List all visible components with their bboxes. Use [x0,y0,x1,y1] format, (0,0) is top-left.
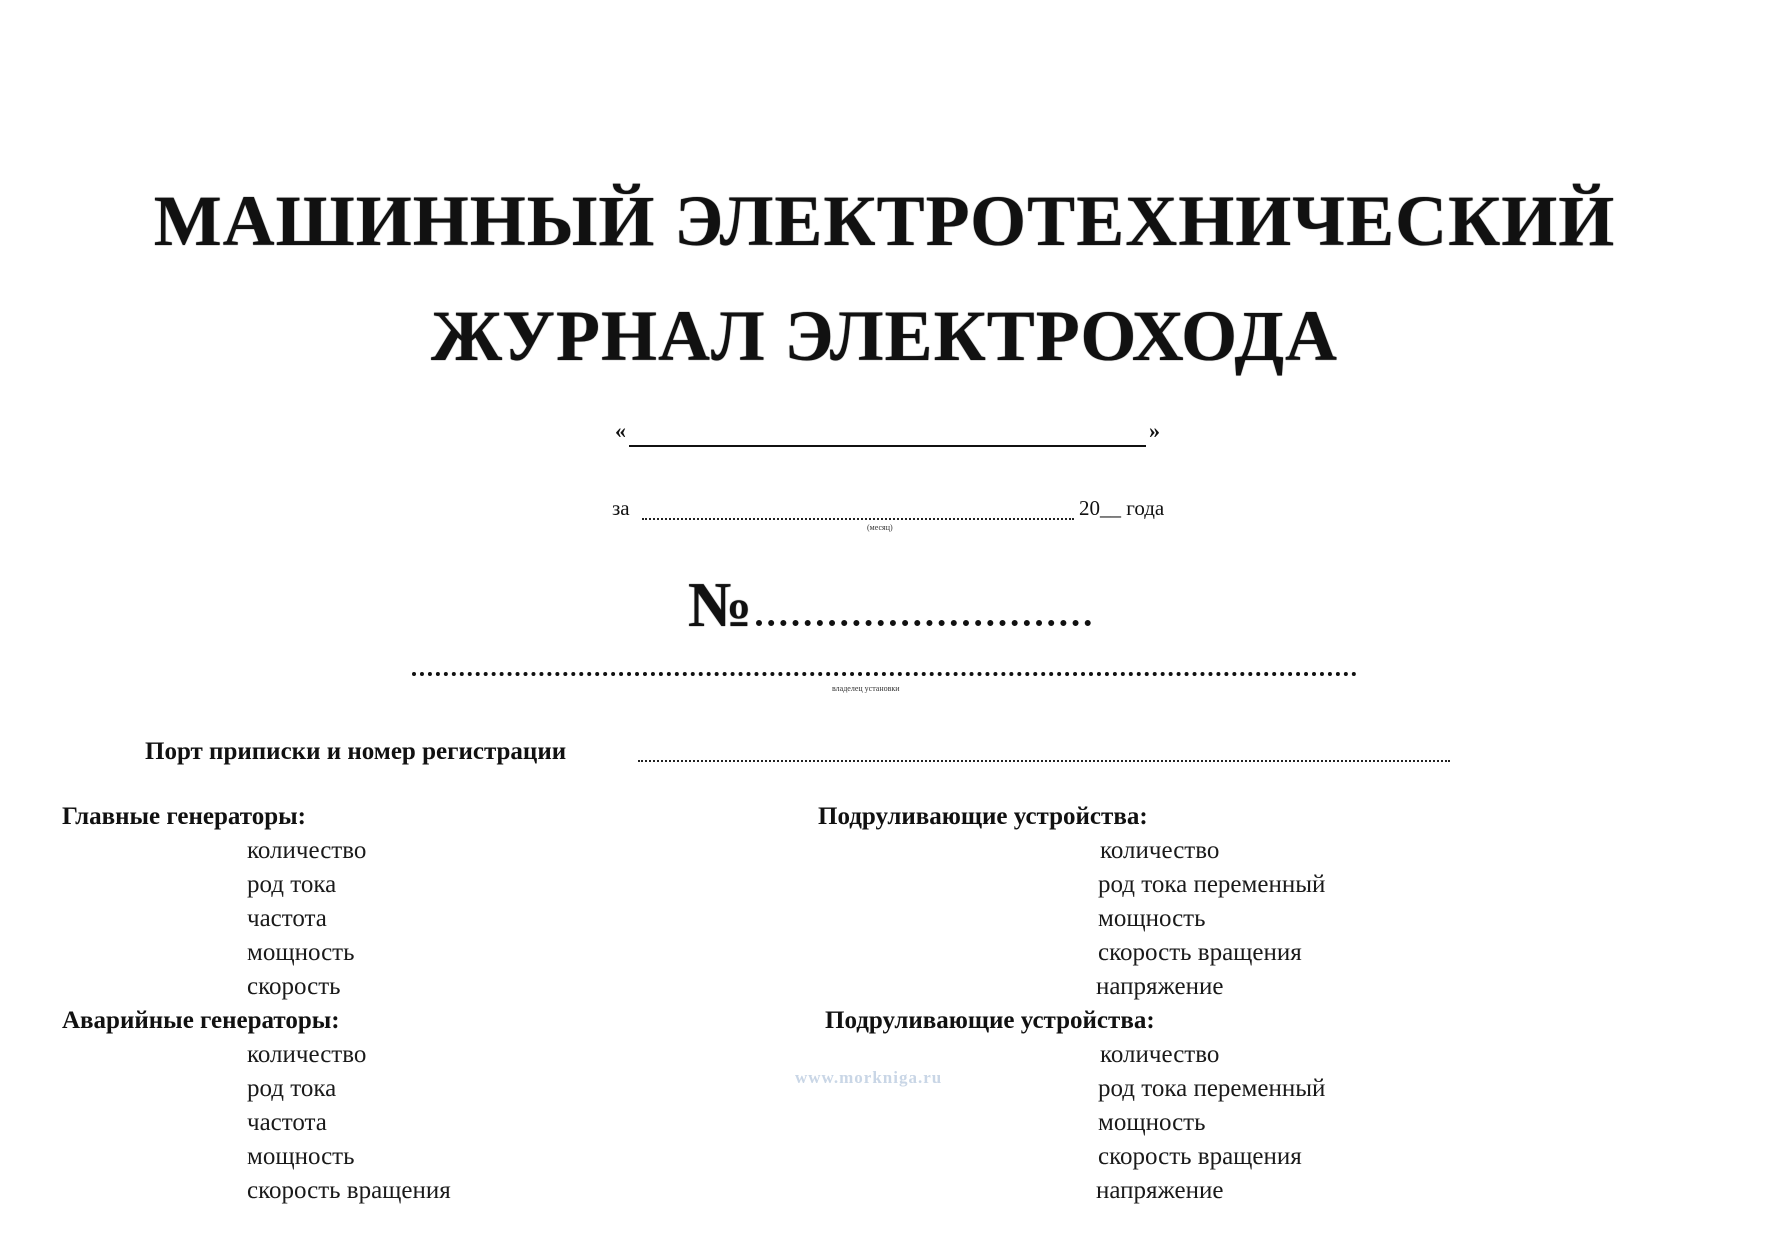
list-item: напряжение [1096,973,1224,1000]
list-item: род тока переменный [1098,1075,1326,1102]
number-sign: № [688,569,753,640]
thrusters-title-1: Подруливающие устройства: [818,803,1148,830]
period-field [612,496,1172,536]
list-item: род тока [247,1075,337,1102]
vessel-name-underline [629,445,1146,447]
port-label: Порт приписки и номер регистрации [145,738,567,765]
list-item: скорость вращения [1098,939,1302,966]
list-item: мощность [247,1143,355,1170]
list-item: мощность [247,939,355,966]
list-item: скорость вращения [247,1177,451,1204]
title-line-1: МАШИННЫЙ ЭЛЕКТРОТЕХНИЧЕСКИЙ [153,181,1616,261]
list-item: род тока [247,871,337,898]
owner-dotted-line [412,672,1357,676]
month-caption: (месяц) [867,523,893,532]
month-dotted-line [642,518,1074,520]
list-item: скорость [247,973,341,1000]
list-item: количество [1100,837,1220,864]
list-item: скорость вращения [1098,1143,1302,1170]
list-item: мощность [1098,1109,1206,1136]
main-generators-title: Главные генераторы: [62,803,306,830]
period-prefix: за [612,496,630,520]
list-item: род тока переменный [1098,871,1326,898]
list-item: количество [247,1041,367,1068]
year-label: 20__ года [1079,496,1165,520]
emergency-generators-title: Аварийные генераторы: [62,1007,340,1034]
list-item: напряжение [1096,1177,1224,1204]
number-dotted-line [756,570,1091,626]
watermark: www.morkniga.ru [795,1068,943,1087]
open-quote: « [615,418,626,443]
list-item: частота [247,905,327,932]
list-item: мощность [1098,905,1206,932]
thrusters-title-2: Подруливающие устройства: [825,1007,1155,1034]
list-item: количество [1100,1041,1220,1068]
owner-field [412,672,1357,704]
owner-caption: владелец установки [832,684,900,693]
list-item: частота [247,1109,327,1136]
journal-number [688,568,1091,642]
list-item: количество [247,837,367,864]
port-dotted-line [638,760,1450,762]
close-quote: » [1149,418,1160,443]
title-line-2: ЖУРНАЛ ЭЛЕКТРОХОДА [430,296,1339,376]
